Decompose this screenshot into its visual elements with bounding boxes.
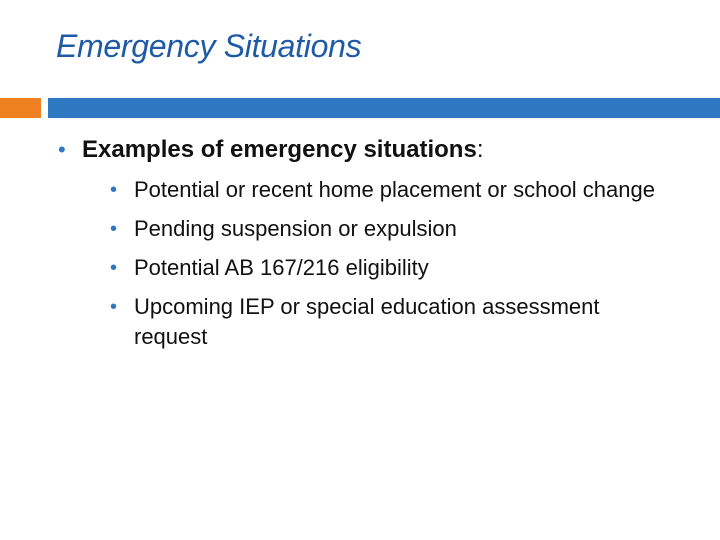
slide-title: Emergency Situations [56, 28, 362, 64]
bullet-icon: • [110, 296, 118, 318]
bullet-icon: • [58, 137, 66, 162]
slide-content [56, 133, 696, 361]
bullet-icon: • [110, 257, 118, 279]
main-point-label: Examples of emergency situations [82, 136, 477, 163]
list-item [108, 253, 674, 283]
example-text: Upcoming IEP or special education assessment request [134, 294, 600, 349]
bullet-icon: • [110, 179, 118, 201]
example-text: Potential or recent home placement or school change [134, 177, 655, 202]
bullet-icon: • [110, 218, 118, 240]
list-item [108, 292, 674, 352]
accent-bar-blue [48, 98, 720, 118]
example-text: Pending suspension or expulsion [134, 216, 457, 241]
main-point-colon: : [476, 136, 484, 163]
accent-bar-orange [0, 98, 41, 118]
main-bullet-point [56, 133, 696, 167]
example-text: Potential AB 167/216 eligibility [134, 255, 429, 280]
list-item [108, 175, 674, 205]
examples-list [56, 175, 696, 352]
list-item [108, 214, 674, 244]
